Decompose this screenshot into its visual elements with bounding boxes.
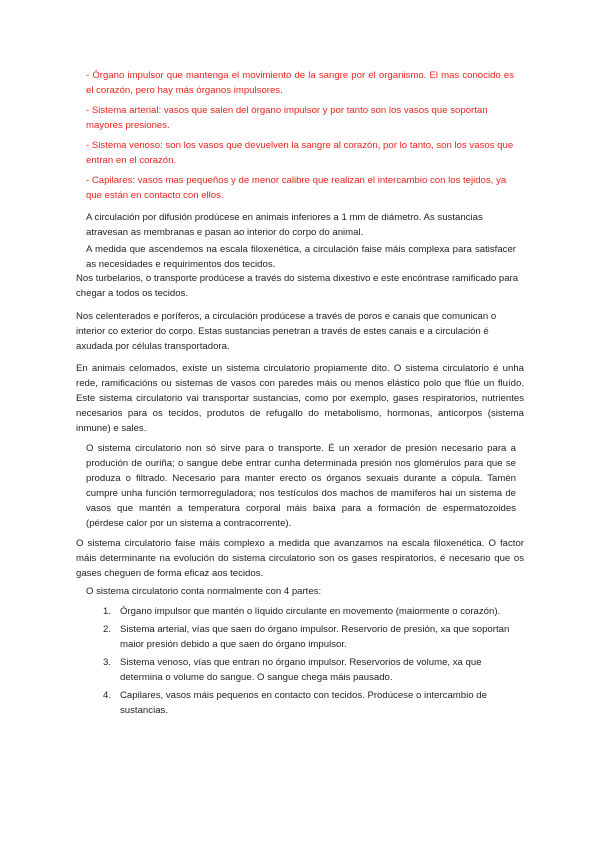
red-item-capilares: - Capilares: vasos mas pequeños y de menor calibre que realizan el intercambio con los tejidos, ya que están en contacto con ellos. [86,175,507,201]
red-item-arterial: - Sistema arterial: vasos que salen del órgano impulsor y por tanto son los vasos que soportan mayores presiones. [86,105,488,131]
list-item [103,604,513,619]
list-text: Sistema venoso, vías que entran no órgano impulsor. Reservorios de volume, xa que determina o volume do sangue. O sangue chega máis pausado. [120,657,482,683]
paragraph-partes: O sistema circulatorio conta normalmente con 4 partes: [86,586,322,597]
list-item [103,655,513,685]
list-number: 3. [103,657,112,668]
list-text: Órgano impulsor que mantén o líquido circulante en movemento (maiormente o corazón). [120,606,501,617]
list-item [103,688,513,718]
list-number: 1. [103,606,112,617]
paragraph-difusion: A circulación por difusión prodúcese en animais inferiores a 1 mm de diámetro. As sustancias atravesan as membranas e pasan ao interior do corpo do animal. [86,212,483,238]
red-item-impulsor: - Órgano impulsor que mantenga el movimiento de la sangre por el organismo. El mas conocido es el corazón, pero hay más órganos impulsores. [86,70,514,96]
paragraph-turbelarios: Nos turbelarios, o transporte prodúcese a través do sistema dixestivo e este encóntrase ramificado para chegar a todos os tecidos. [76,273,519,299]
list-text: Sistema arterial, vías que saen do órgano impulsor. Reservorio de presión, xa que soportan maior presión debido a que saen do órgano impulsor. [120,624,510,650]
list-number: 2. [103,624,112,635]
list-text: Capilares, vasos máis pequenos en contacto con tecidos. Prodúcese o intercambio de sustancias. [120,690,487,716]
list-number: 4. [103,690,112,701]
paragraph-evolucion: O sistema circulatorio faise máis complexo a medida que avanzamos na escala filoxenética. O factor máis determinante na evolución do sistema circulatorio son os gases respiratorios, é necesario que os gases cheguen de forma eficaz aos tecidos. [76,538,524,579]
paragraph-filoxenetica: A medida que ascendemos na escala filoxenética, a circulación faise máis complexa para satisfacer as necesidades e requirimentos dos tecidos. [86,244,516,270]
red-item-venoso: - Sistema venoso: son los vasos que devuelven la sangre al corazón, por lo tanto, son los vasos que entran en el corazón. [86,140,514,166]
paragraph-celomados: En animais celomados, existe un sistema circulatorio propiamente dito. O sistema circulatorio é unha rede, ramificacións ou sistemas de vasos con paredes máis ou menos elástico polo que flúe un fluído. Este sistema circulatorio vai transportar sustancias, como por exemplo, gases respiratorios, nutrientes necesarios para os tecidos, produtos de refugallo do metabolismo, hormonas, anticorpos (sistema inmune) e sales. [76,363,524,434]
paragraph-celenterados: Nos celenterados e poríferos, a circulación prodúcese a través de poros e canais que comunican o interior co exterior do corpo. Estas sustancias penetran a través de estes canais e a circulación é axudada por células transportadora. [76,311,497,352]
paragraph-funcions: O sistema circulatorio non só sirve para o transporte. É un xerador de presión necesario para a produción de ouriña; o sangue debe entrar cunha determinada presión nos glomérulos para que se produza o filtrado. Necesario para manter erecto os órganos sexuais durante a cópula. Tamén cumpre unha función termorreguladora; nos testículos dos machos de mamíferos hai un sistema de vasos que mantén a temperatura corporal máis baixa para a formación de espermatozoides (pérdese calor por un sistema a contracorrente). [86,443,516,529]
parts-list [103,604,513,721]
list-item [103,622,513,652]
